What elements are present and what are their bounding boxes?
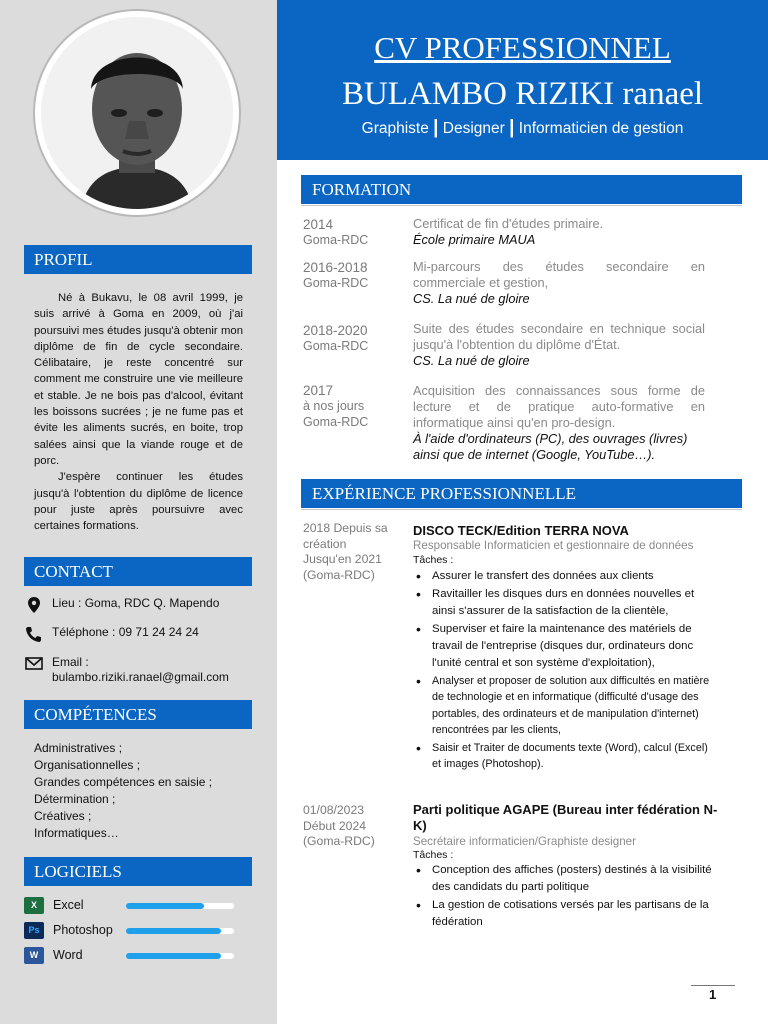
software-name: Word <box>53 948 83 962</box>
formation-date: 2017 <box>303 383 334 398</box>
formation-date: 2018-2020 <box>303 323 368 338</box>
email-label: Email : <box>52 655 89 669</box>
job-task-item: • La gestion de cotisations versés par les partisans de la fédération <box>413 897 713 931</box>
job-task-list <box>413 862 713 932</box>
formation-school: À l'aide d'ordinateurs (PC), des ouvrages (livres) ainsi que de internet (Google, YouTube…). <box>413 431 688 463</box>
excel-icon: X <box>24 897 44 914</box>
role-separator: | <box>433 117 439 138</box>
cv-title: CV PROFESSIONNEL <box>374 30 671 65</box>
sidebar <box>0 0 277 1024</box>
section-divider <box>301 509 742 510</box>
job-task-item: • Assurer le transfert des données aux clients <box>413 568 713 585</box>
job-company: Parti politique AGAPE (Bureau inter fédération N-K) <box>413 802 718 833</box>
job-date-line: Jusqu'en 2021 <box>303 552 382 566</box>
formation-date: 2014 <box>303 217 334 232</box>
phone-icon <box>24 625 44 643</box>
competence-item: Grandes compétences en saisie ; <box>34 775 213 789</box>
role-informaticien: Informaticien de gestion <box>518 120 684 137</box>
role-separator: | <box>509 117 515 138</box>
formation-school: École primaire MAUA <box>413 232 536 247</box>
section-divider <box>301 205 742 206</box>
job-dates <box>303 803 405 850</box>
skill-bar-track <box>126 928 234 934</box>
main-content <box>277 0 768 1024</box>
skill-bar-track <box>126 903 234 909</box>
formation-date: 2016-2018 <box>303 260 368 275</box>
role-designer: Designer <box>442 120 505 137</box>
contact-heading: CONTACT <box>24 557 252 586</box>
job-company: DISCO TECK/Edition TERRA NOVA <box>413 523 629 538</box>
software-name: Photoshop <box>53 923 113 937</box>
experience-heading: EXPÉRIENCE PROFESSIONNELLE <box>301 479 742 508</box>
competence-item: Créatives ; <box>34 809 92 823</box>
footer-divider <box>691 985 735 986</box>
page-number: 1 <box>709 987 717 1002</box>
profile-photo <box>41 17 233 209</box>
formation-desc: Certificat de fin d'études primaire. <box>413 216 604 231</box>
email-link[interactable]: bulambo.riziki.ranael@gmail.com <box>52 670 229 684</box>
job-task-item: • Conception des affiches (posters) destinés à la visibilité des candidats du parti politique <box>413 862 713 896</box>
competence-item: Détermination ; <box>34 792 116 806</box>
envelope-icon <box>24 655 44 673</box>
contact-email <box>24 655 254 689</box>
contact-phone <box>24 625 254 643</box>
photoshop-icon: Ps <box>24 922 44 939</box>
logiciels-heading: LOGICIELS <box>24 857 252 886</box>
contact-location <box>24 596 254 614</box>
header-banner <box>277 0 768 160</box>
roles-line <box>277 117 768 139</box>
profil-paragraph-1: Né à Bukavu, le 08 avril 1999, je suis arrivé à Goma en 2009, où j'ai poursuivi mes études jusqu'à obtenir mon diplôme de fin de cycle secondaire. Célibataire, je reste concentré sur comment me construire une vie meilleure et stable. Je ne bois pas d'alcool, évitant les boissons sucrées ; je ne fume pas et évite les aliments sucrés, en boite, trop salées ainsi que la viande rouge et de porc. <box>34 292 243 467</box>
job-date-line: (Goma-RDC) <box>303 567 375 582</box>
formation-desc: Mi-parcours des études secondaire en commerciale et gestion, <box>413 259 705 291</box>
job-date-line: création <box>303 536 347 551</box>
person-name: BULAMBO RIZIKI ranael <box>341 76 704 112</box>
job-task-item: • Superviser et faire la maintenance des matériels de travail de l'entreprise (disques dur, ordinateurs donc l'unité central et son système d'exploitation), <box>413 621 713 672</box>
word-icon: W <box>24 947 44 964</box>
job-task-item: • Ravitailler les disques durs en données nouvelles et ainsi s'assurer de la satisfaction de la clientèle, <box>413 586 713 620</box>
formation-school: CS. La nué de gloire <box>413 353 530 368</box>
skill-bar-track <box>126 953 234 959</box>
job-date-line: (Goma-RDC) <box>303 834 375 848</box>
formation-place: Goma-RDC <box>303 415 369 429</box>
formation-place: Goma-RDC <box>303 233 369 247</box>
formation-place: Goma-RDC <box>303 339 369 353</box>
job-tasks-label: Tâches : <box>413 554 454 566</box>
software-name: Excel <box>53 898 84 912</box>
job-role: Secrétaire informaticien/Graphiste designer <box>413 835 636 848</box>
competences-list <box>34 740 212 842</box>
job-date-line: 2018 Depuis sa <box>303 521 388 535</box>
formation-desc: Suite des études secondaire en technique social jusqu'à l'obtention du diplôme d'État. <box>413 321 705 353</box>
job-task-list <box>413 568 713 773</box>
skill-bar-fill <box>126 903 204 909</box>
job-tasks-label: Tâches : <box>413 849 454 861</box>
competence-item: Administratives ; <box>34 741 123 755</box>
phone-text: Téléphone : 09 71 24 24 24 <box>52 625 199 639</box>
job-task-item: • Analyser et proposer de solution aux difficultés en matière de technologie et en informatique (difficulté d'usage des portables, des ordinateurs et de manipulation d'internet) rencontrées par les clients, <box>413 673 713 739</box>
formation-desc: Acquisition des connaissances sous forme de lecture et de pratique auto-formative en informatique ainsi qu'en pro-design. <box>413 383 705 431</box>
software-row-excel <box>24 897 244 917</box>
job-date-line: Début 2024 <box>303 818 367 833</box>
location-pin-icon <box>24 596 44 614</box>
competence-item: Informatiques… <box>34 826 119 840</box>
role-graphiste: Graphiste <box>361 120 429 137</box>
job-role: Responsable Informaticien et gestionnaire de données <box>413 539 694 552</box>
formation-heading: FORMATION <box>301 175 742 204</box>
job-task-item: • Saisir et Traiter de documents texte (Word), calcul (Excel) et images (Photoshop). <box>413 740 713 773</box>
profil-text <box>34 290 243 534</box>
profil-paragraph-2: J'espère continuer les études jusqu'à l'obtention du diplôme de licence pour juste après poursuivre avec certaines formations. <box>34 471 243 533</box>
job-dates <box>303 521 405 583</box>
skill-bar-fill <box>126 953 221 959</box>
skill-bar-fill <box>126 928 221 934</box>
location-text: Lieu : Goma, RDC Q. Mapendo <box>52 596 220 610</box>
competence-item: Organisationnelles ; <box>34 758 141 772</box>
competences-heading: COMPÉTENCES <box>24 700 252 729</box>
formation-date-end: à nos jours <box>303 399 365 413</box>
formation-place: Goma-RDC <box>303 276 369 290</box>
job-date-line: 01/08/2023 <box>303 803 364 817</box>
software-row-photoshop <box>24 922 244 942</box>
profil-heading: PROFIL <box>24 245 252 274</box>
software-row-word <box>24 947 244 967</box>
formation-school: CS. La nué de gloire <box>413 291 530 306</box>
